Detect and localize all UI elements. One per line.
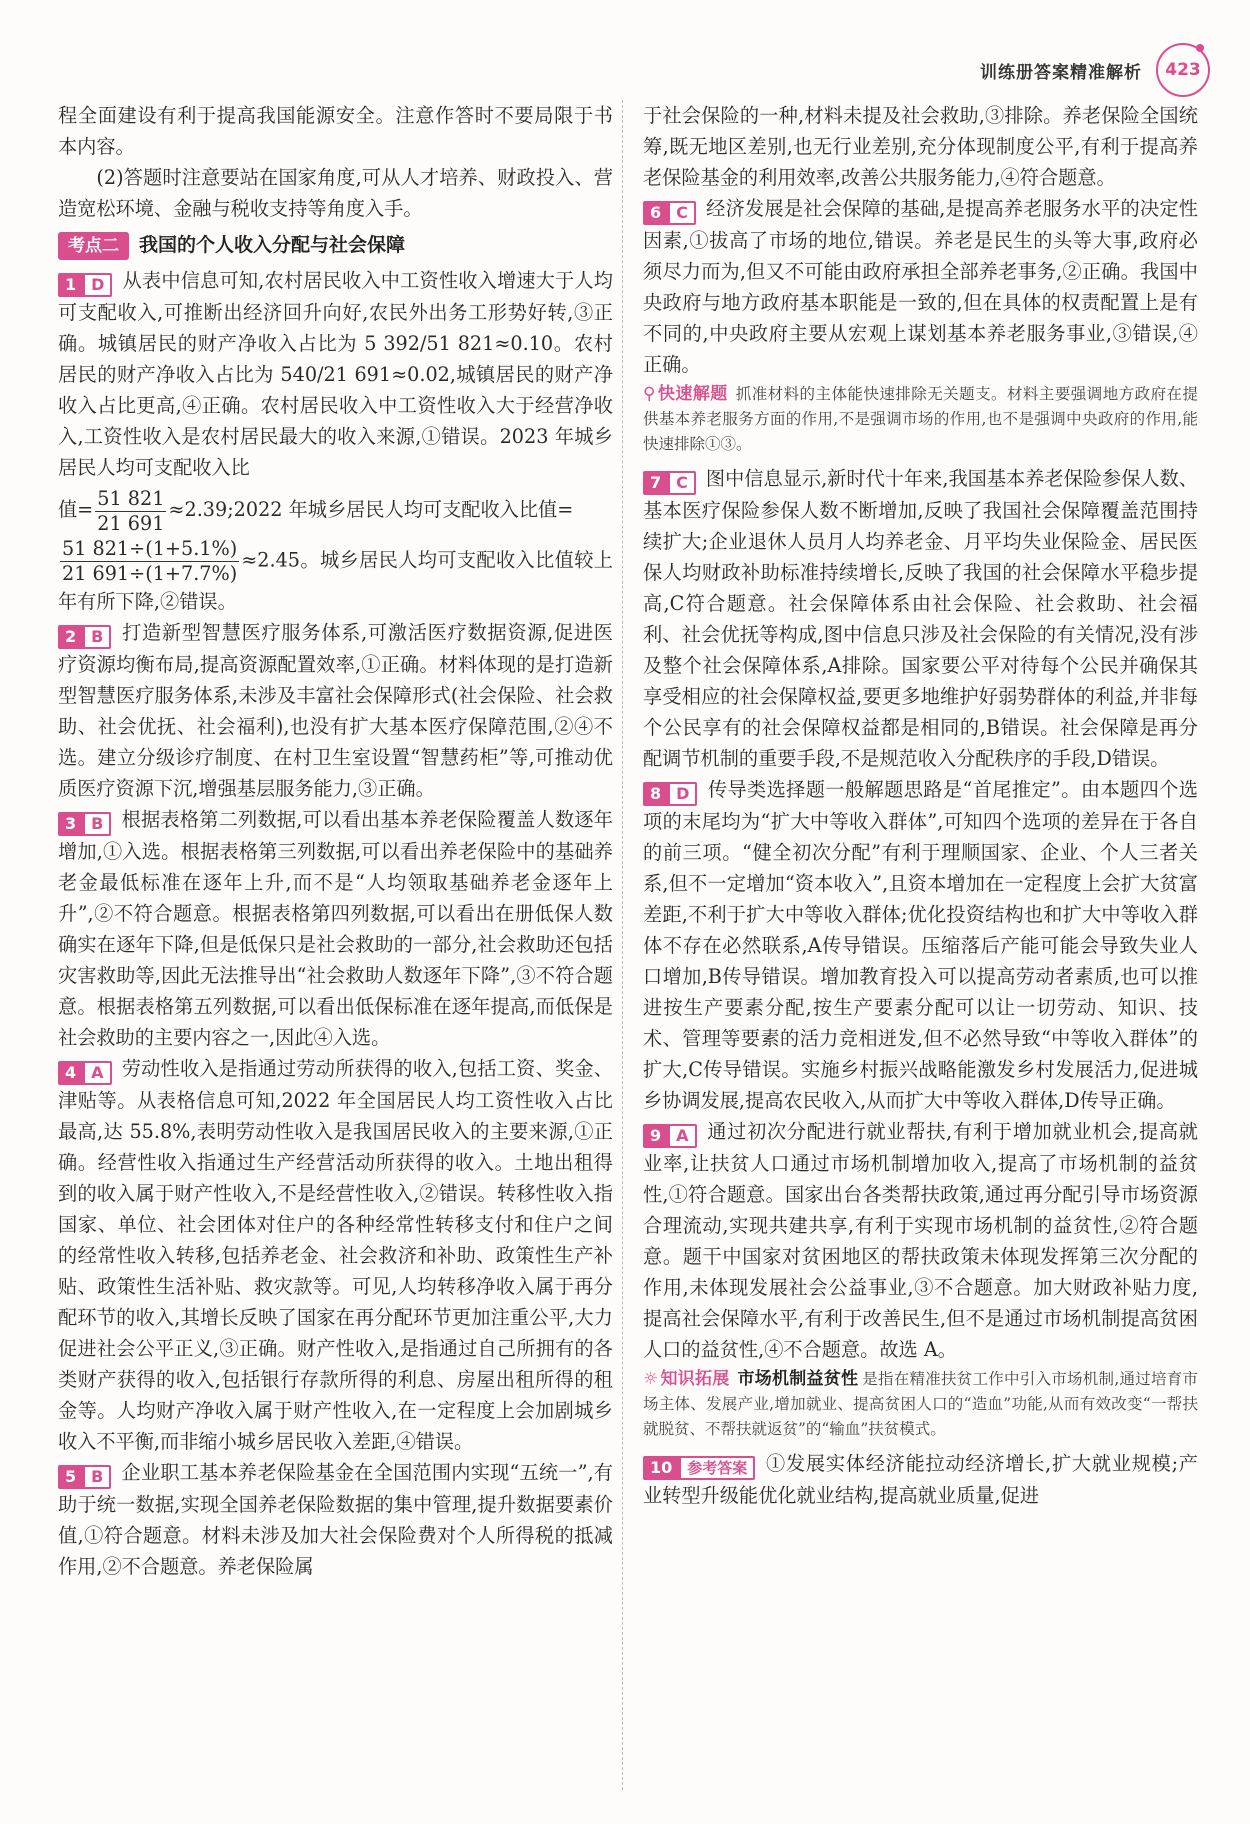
answer-badge: 4 A bbox=[58, 1061, 112, 1085]
answer-text: 劳动性收入是指通过劳动所获得的收入,包括工资、奖金、津贴等。从表格信息可知,2022 年全国居民人均工资性收入占比最高,达 55.8%,表明劳动性收入是我国居民收入的主要来源,①正确。经营性收入指通过生产经营活动所获得的收入。土地出租得到的收入属于财产性收入,不是经营性收入,②错误。转移性收入指国家、单位、社会团体对住户的各种经常性转移支付和住户之间的经常性收入转移,包括养老金、社会救济和补助、政策性生产补贴、政策性生活补贴、救灾款等。可见,人均转移净收入属于再分配环节的收入,其增长反映了国家在再分配环节更加注重公平,大力促进社会公平正义,③正确。财产性收入,是指通过自己所拥有的各类财产获得的收入,包括银行存款所得的利息、房屋出租所得的租金等。人均财产净收入属于财产性收入,在一定程度上会加剧城乡收入不平衡,而非缩小城乡居民收入差距,④错误。 bbox=[58, 1057, 613, 1453]
answer-text: ①发展实体经济能拉动经济增长,扩大就业规模;产业转型升级能优化就业结构,提高就业质量,促进 bbox=[643, 1452, 1198, 1507]
column-divider bbox=[622, 100, 623, 1790]
key-icon: ⚲ bbox=[643, 384, 656, 404]
lightbulb-icon: ☼ bbox=[643, 1369, 659, 1389]
page-header bbox=[980, 40, 1210, 100]
quick-solve-tip bbox=[643, 382, 1198, 457]
answer-item-6 bbox=[643, 193, 1198, 380]
answer-item-7 bbox=[643, 463, 1198, 774]
answer-text: 通过初次分配进行就业帮扶,有利于增加就业机会,提高就业率,让扶贫人口通过市场机制增加收入,提高了市场机制的益贫性,①符合题意。国家出台各类帮扶政策,通过再分配引导市场资源合理流动,实现共建共享,有利于实现市场机制的益贫性,②符合题意。题干中国家对贫困地区的帮扶政策未体现发挥第三次分配的作用,未体现发展社会公益事业,③不合题意。加大财政补贴力度,提高社会保障水平,有利于改善民生,但不是通过市场机制提高贫困人口的益贫性,④不合题意。故选 A。 bbox=[643, 1120, 1198, 1361]
answer-badge: 7 C bbox=[643, 471, 696, 495]
tip-text: 是指在精准扶贫工作中引入市场机制,通过培育市场主体、发展产业,增加就业、提高贫困人口的“造血”功能,从而有效改变“一帮扶就脱贫、不帮扶就返贫”的“输血”扶贫模式。 bbox=[643, 1370, 1198, 1438]
answer-item-5 bbox=[58, 1457, 613, 1582]
answer-item-8 bbox=[643, 774, 1198, 1116]
answer-text: 传导类选择题一般解题思路是“首尾推定”。由本题四个选项的末尾均为“扩大中等收入群体”,可知四个选项的差异在于各自的前三项。“健全初次分配”有利于理顺国家、企业、个人三者关系,但不一定增加“资本收入”,且资本增加在一定程度上会扩大贫富差距,不利于扩大中等收入群体;优化投资结构也和扩大中等收入群体不存在必然联系,A传导错误。压缩落后产能可能会导致失业人口增加,B传导错误。增加教育投入可以提高劳动者素质,也可以推进按生产要素分配,按生产要素分配可以让一切劳动、知识、技术、管理等要素的活力竞相迸发,但不必然导致“中等收入群体”的扩大,C传导错误。实施乡村振兴战略能激发乡村发展活力,促进城乡协调发展,提高农民收入,从而扩大中等收入群体,D传导正确。 bbox=[643, 778, 1198, 1112]
formula-line-2: $\frac{51 821\div(1+5.1\%)}{21 691\div(1+7.7\%)}$ ≈2.45。城乡居民人均可支配收入比值较上年有所下降,②错误。 bbox=[58, 537, 613, 613]
right-column bbox=[643, 100, 1198, 1511]
tip-label: 知识拓展 bbox=[660, 1369, 730, 1389]
answer-badge: 3 B bbox=[58, 812, 111, 836]
answer-badge: 8 D bbox=[643, 782, 697, 806]
answer-badge: 1 D bbox=[58, 273, 112, 297]
answer-badge: 2 B bbox=[58, 625, 111, 649]
answer-item-9 bbox=[643, 1116, 1198, 1365]
left-column bbox=[58, 100, 613, 1582]
answer-item-1 bbox=[58, 265, 613, 483]
answer-text: 经济发展是社会保障的基础,是提高养老服务水平的决定性因素,①拔高了市场的地位,错误。养老是民生的头等大事,政府必须尽力而为,但又不可能由政府承担全部养老事务,②正确。我国中央政府与地方政府基本职能是一致的,但在具体的权责配置上是有不同的,中央政府主要从宏观上谋划基本养老服务事业,③错误,④正确。 bbox=[643, 197, 1198, 376]
header-title: 训练册答案精准解析 bbox=[980, 62, 1142, 83]
section-header bbox=[58, 230, 613, 261]
intro-paragraph-2: (2)答题时注意要站在国家角度,可从人才培养、财政投入、营造宽松环境、金融与税收支持等角度入手。 bbox=[58, 166, 613, 220]
fraction: $\frac{51 821}{21 691}$ bbox=[97, 486, 165, 535]
tip-title: 市场机制益贫性 bbox=[737, 1369, 859, 1389]
page-number: 423 bbox=[1156, 43, 1210, 97]
answer-item-10 bbox=[643, 1448, 1198, 1511]
tip-label: 快速解题 bbox=[657, 384, 728, 404]
tip-text: 抓准材料的主体能快速排除无关题支。材料主要强调地方政府在提供基本养老服务方面的作用,不是强调市场的作用,也不是强调中央政府的作用,能快速排除①③。 bbox=[643, 385, 1198, 453]
section-title: 我国的个人收入分配与社会保障 bbox=[139, 234, 406, 256]
answer-item-2 bbox=[58, 617, 613, 804]
answer-badge: 9 A bbox=[643, 1124, 697, 1148]
answer-item-4 bbox=[58, 1053, 613, 1457]
section-tag: 考点二 bbox=[58, 232, 129, 260]
answer-text: 打造新型智慧医疗服务体系,可激活医疗数据资源,促进医疗资源均衡布局,提高资源配置效率,①正确。材料体现的是打造新型智慧医疗服务体系,未涉及丰富社会保障形式(社会保险、社会救助、社会优抚、社会福利),也没有扩大基本医疗保障范围,②④不选。建立分级诊疗制度、在村卫生室设置“智慧药柜”等,可推动优质医疗资源下沉,增强基层服务能力,③正确。 bbox=[58, 621, 613, 800]
answer-text: 企业职工基本养老保险基金在全国范围内实现“五统一”,有助于统一数据,实现全国养老保险数据的集中管理,提升数据要素价值,①符合题意。材料未涉及加大社会保险费对个人所得税的抵减作用,②不合题意。养老保险属 bbox=[58, 1461, 613, 1578]
fraction: $\frac{51 821\div(1+5.1\%)}{21 691\div(1+7.7\%)}$ bbox=[62, 537, 238, 585]
intro-paragraph-1: 程全面建设有利于提高我国能源安全。注意作答时不要局限于书本内容。 bbox=[58, 104, 613, 158]
answer-text: 从表中信息可知,农村居民收入中工资性收入增速大于人均可支配收入,可推断出经济回升向好,农民外出务工形势好转,③正确。城镇居民的财产净收入占比为 5 392/51 821≈0.10。农村居民的财产净收入占比为 540/21 691≈0.02,城镇居民的财产净收入占比更高,④正确。农村居民收入中工资性收入大于经营净收入,工资性收入是农村居民最大的收入来源,①错误。2023 年城乡居民人均可支配收入比 bbox=[58, 269, 613, 479]
knowledge-extension-tip bbox=[643, 1367, 1198, 1442]
answer-text: 根据表格第二列数据,可以看出基本养老保险覆盖人数逐年增加,①入选。根据表格第三列数据,可以看出养老保险中的基础养老金最低标准在逐年上升,而不是“人均领取基础养老金逐年上升”,②不符合题意。根据表格第四列数据,可以看出在册低保人数确实在逐年下降,但是低保只是社会救助的一部分,社会救助还包括灾害救助等,因此无法推导出“社会救助人数逐年下降”,③不符合题意。根据表格第五列数据,可以看出低保标准在逐年提高,而低保是社会救助的主要内容之一,因此④入选。 bbox=[58, 808, 613, 1049]
answer-badge: 10 参考答案 bbox=[643, 1456, 755, 1480]
answer-item-5-continued: 于社会保险的一种,材料未提及社会救助,③排除。养老保险全国统筹,既无地区差别,也无行业差别,充分体现制度公平,有利于提高养老保险基金的利用效率,改善公共服务能力,④符合题意。 bbox=[643, 104, 1198, 189]
answer-item-3 bbox=[58, 804, 613, 1053]
answer-badge: 5 B bbox=[58, 1465, 111, 1489]
answer-badge: 6 C bbox=[643, 201, 696, 225]
formula-line-1: 值= $\frac{51 821}{21 691}$ ≈2.39;2022 年城乡居民人均可支配收入比值= bbox=[58, 486, 574, 535]
answer-text: 图中信息显示,新时代十年来,我国基本养老保险参保人数、基本医疗保险参保人数不断增加,反映了我国社会保障覆盖范围持续扩大;企业退休人员月人均养老金、月平均失业保险金、居民医保人均财政补助标准持续增长,反映了我国的社会保障水平稳步提高,C符合题意。社会保障体系由社会保险、社会救助、社会福利、社会优抚等构成,图中信息只涉及社会保险的有关情况,没有涉及整个社会保障体系,A排除。国家要公平对待每个公民并确保其享受相应的社会保障权益,要更多地维护好弱势群体的利益,并非每个公民享有的社会保障权益都是相同的,B错误。社会保障是再分配调节机制的重要手段,不是规范收入分配秩序的手段,D错误。 bbox=[643, 467, 1198, 770]
